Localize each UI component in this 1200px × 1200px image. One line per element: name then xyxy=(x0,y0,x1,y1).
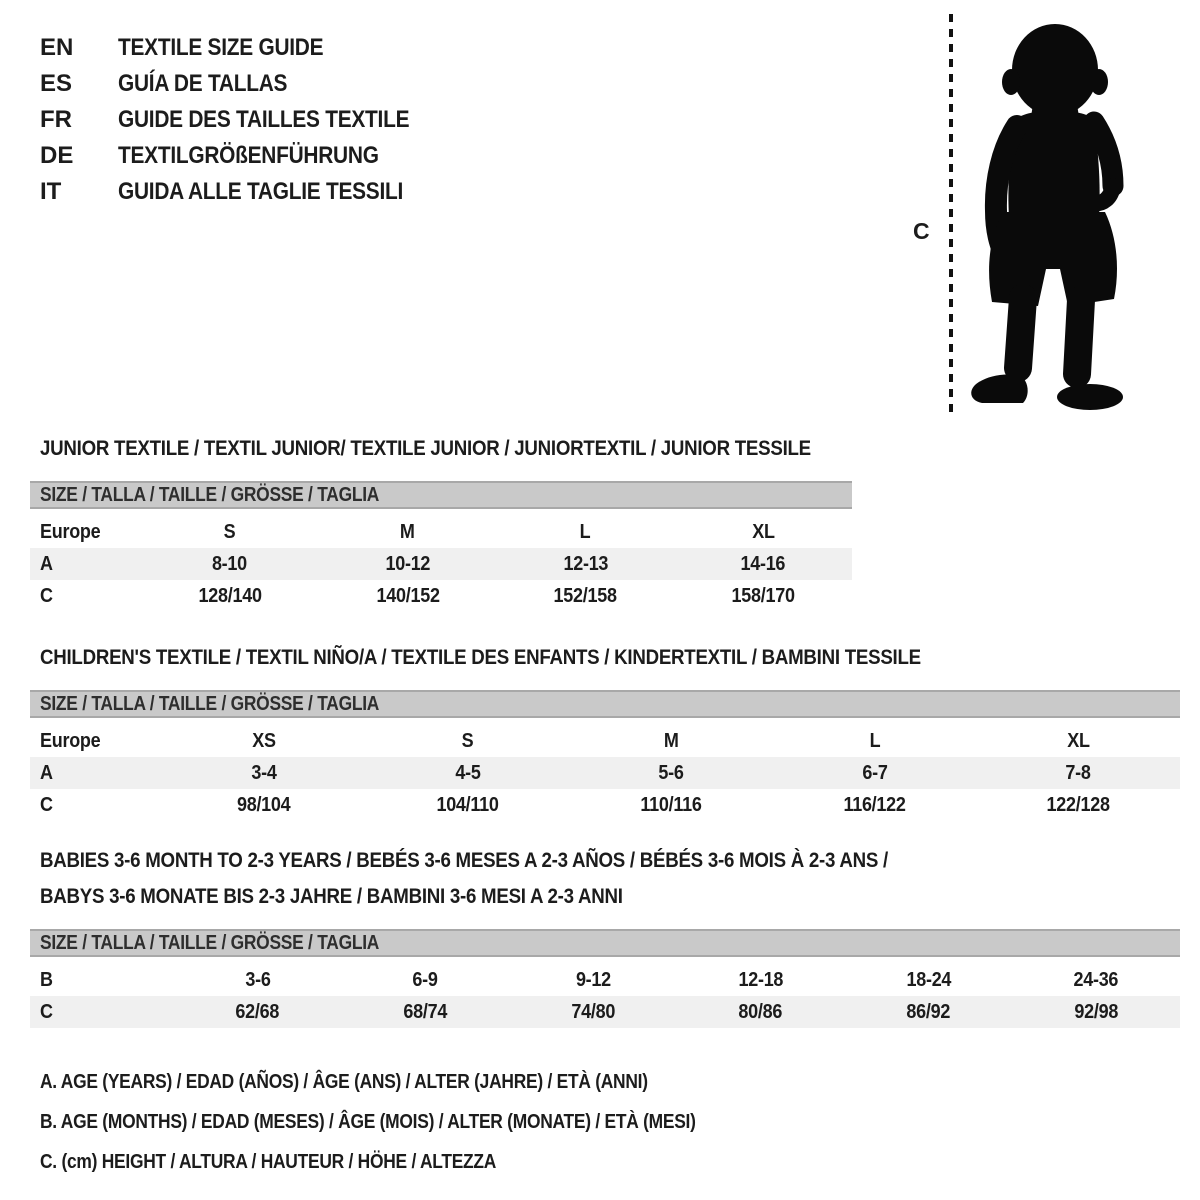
table-row xyxy=(30,548,852,580)
table-cell: 24-36 xyxy=(1073,969,1119,991)
baby-silhouette-icon xyxy=(905,8,1160,420)
table-cell: 68/74 xyxy=(403,1001,448,1023)
table-cell: 62/68 xyxy=(235,1001,280,1023)
table-cell: 122/128 xyxy=(1046,794,1110,816)
section-junior xyxy=(30,430,852,612)
language-code: FR xyxy=(40,106,72,133)
table-cell: 3-4 xyxy=(251,762,277,784)
language-title: GUIDE DES TAILLES TEXTILE xyxy=(118,106,410,133)
language-row xyxy=(40,66,453,102)
table-cell: S xyxy=(461,730,474,752)
table-cell: 92/98 xyxy=(1074,1001,1118,1023)
table-row xyxy=(30,996,1180,1028)
table-rows xyxy=(30,725,1180,821)
table-row xyxy=(30,964,1180,996)
footnote: A. AGE (YEARS) / EDAD (AÑOS) / ÂGE (ANS) / ALTER (JAHRE) / ETÀ (ANNI) xyxy=(40,1071,648,1093)
row-label: C xyxy=(40,794,53,816)
table-cell: 7-8 xyxy=(1065,762,1091,784)
table-cell: 74/80 xyxy=(571,1001,615,1023)
row-label: Europe xyxy=(40,521,101,543)
language-title: GUÍA DE TALLAS xyxy=(118,70,288,97)
section-title: BABIES 3-6 MONTH TO 2-3 YEARS / BEBÉS 3-6 MESES A 2-3 AÑOS / BÉBÉS 3-6 MOIS À 2-3 ANS / xyxy=(40,848,888,872)
table-cell: XL xyxy=(751,521,775,543)
table-row xyxy=(30,516,852,548)
table-cell: 12-18 xyxy=(738,969,784,991)
footnote: C. (cm) HEIGHT / ALTURA / HAUTEUR / HÖHE / ALTEZZA xyxy=(40,1151,497,1173)
section-babies xyxy=(30,842,1180,1028)
table-cell: 8-10 xyxy=(212,553,248,575)
language-title: GUIDA ALLE TAGLIE TESSILI xyxy=(118,178,404,205)
height-measure-label: C xyxy=(913,218,930,244)
table-row xyxy=(30,789,1180,821)
table-cell: 14-16 xyxy=(740,553,786,575)
footnotes xyxy=(40,1062,794,1182)
language-title-list xyxy=(40,30,453,210)
table-cell: S xyxy=(223,521,236,543)
table-cell: 18-24 xyxy=(906,969,951,991)
table-cell: 80/86 xyxy=(738,1001,783,1023)
row-label: C xyxy=(40,585,53,607)
language-title: TEXTILGRÖßENFÜHRUNG xyxy=(118,142,379,169)
table-cell: L xyxy=(869,730,881,752)
table-cell: XS xyxy=(252,730,276,752)
row-label: A xyxy=(40,553,53,575)
section-title-line2: BABYS 3-6 MONATE BIS 2-3 JAHRE / BAMBINI 3-6 MESI A 2-3 ANNI xyxy=(40,884,623,908)
row-label: A xyxy=(40,762,53,784)
baby-height-figure xyxy=(905,8,1160,420)
row-label: C xyxy=(40,1001,53,1023)
language-code: ES xyxy=(40,70,73,97)
table-cell: 98/104 xyxy=(237,794,291,816)
table-row xyxy=(30,757,1180,789)
table-cell: 12-13 xyxy=(563,553,608,575)
section-children xyxy=(30,639,1180,821)
size-header-bar: SIZE / TALLA / TAILLE / GRÖSSE / TAGLIA xyxy=(30,690,1180,718)
table-cell: 6-9 xyxy=(412,969,438,991)
table-cell: L xyxy=(580,521,591,543)
language-title: TEXTILE SIZE GUIDE xyxy=(118,34,324,61)
section-title: CHILDREN'S TEXTILE / TEXTIL NIÑO/A / TEXTILE DES ENFANTS / KINDERTEXTIL / BAMBINI TESSILE xyxy=(40,645,921,669)
table-cell: 86/92 xyxy=(906,1001,951,1023)
table-cell: 152/158 xyxy=(553,585,617,607)
table-cell: 6-7 xyxy=(862,762,888,784)
section-title: JUNIOR TEXTILE / TEXTIL JUNIOR/ TEXTILE JUNIOR / JUNIORTEXTIL / JUNIOR TESSILE xyxy=(40,436,811,460)
table-cell: 110/116 xyxy=(640,794,702,816)
table-cell: 128/140 xyxy=(198,585,262,607)
language-row xyxy=(40,102,453,138)
language-row xyxy=(40,30,453,66)
table-cell: 158/170 xyxy=(731,585,795,607)
table-rows xyxy=(30,964,1180,1028)
language-code: EN xyxy=(40,34,74,61)
table-cell: 4-5 xyxy=(454,762,481,784)
row-label: Europe xyxy=(40,730,101,752)
size-header-bar: SIZE / TALLA / TAILLE / GRÖSSE / TAGLIA xyxy=(30,929,1180,957)
table-cell: 9-12 xyxy=(575,969,611,991)
table-cell: M xyxy=(663,730,679,752)
table-cell: 10-12 xyxy=(385,553,430,575)
table-cell: XL xyxy=(1066,730,1090,752)
row-label: B xyxy=(40,969,53,991)
language-row xyxy=(40,174,453,210)
language-row xyxy=(40,138,453,174)
footnote: B. AGE (MONTHS) / EDAD (MESES) / ÂGE (MOIS) / ALTER (MONATE) / ETÀ (MESI) xyxy=(40,1111,696,1133)
language-code: DE xyxy=(40,142,74,169)
table-cell: 104/110 xyxy=(436,794,499,816)
table-row xyxy=(30,725,1180,757)
size-header-bar: SIZE / TALLA / TAILLE / GRÖSSE / TAGLIA xyxy=(30,481,852,509)
table-cell: 116/122 xyxy=(843,794,906,816)
table-row xyxy=(30,580,852,612)
table-cell: 5-6 xyxy=(658,762,684,784)
language-code: IT xyxy=(40,178,62,205)
table-cell: 3-6 xyxy=(244,969,271,991)
table-cell: M xyxy=(400,521,415,543)
table-rows xyxy=(30,516,852,612)
table-cell: 140/152 xyxy=(376,585,440,607)
